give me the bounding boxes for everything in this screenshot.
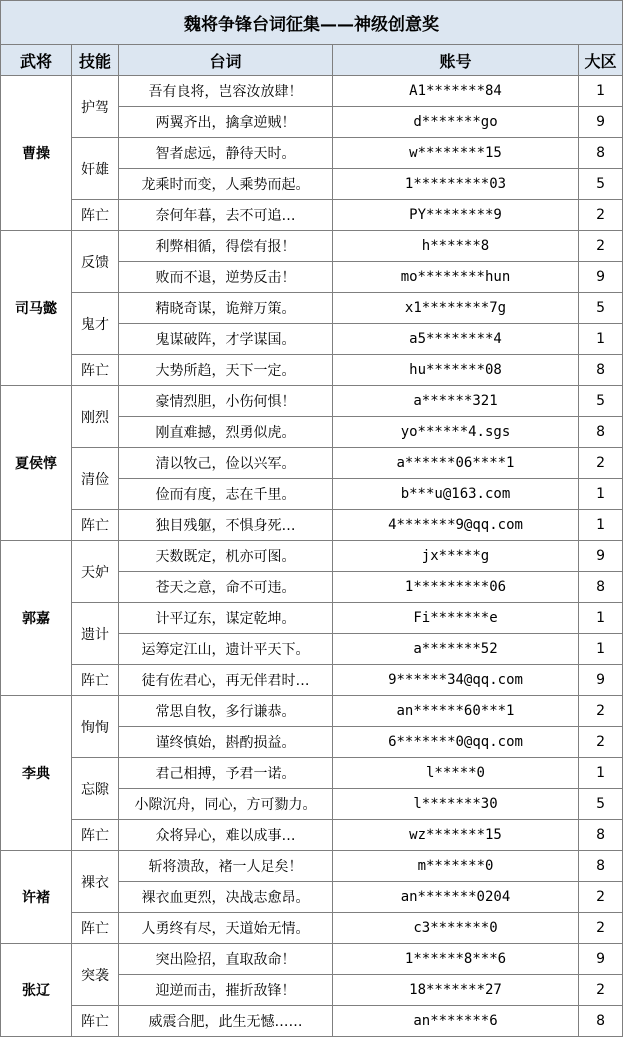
quote-line: 计平辽东，谋定乾坤。 [119, 603, 333, 634]
skill-name: 天妒 [72, 541, 119, 603]
account-id: m*******0 [333, 851, 579, 882]
account-id: a*******52 [333, 634, 579, 665]
skill-name: 裸衣 [72, 851, 119, 913]
region-number: 9 [579, 262, 623, 293]
quote-line: 常思自牧，多行谦恭。 [119, 696, 333, 727]
skill-name: 阵亡 [72, 355, 119, 386]
general-name: 夏侯惇 [1, 386, 72, 541]
account-id: 18*******27 [333, 975, 579, 1006]
quote-line: 龙乘时而变，人乘势而起。 [119, 169, 333, 200]
skill-name: 突袭 [72, 944, 119, 1006]
account-id: wz*******15 [333, 820, 579, 851]
quote-line: 清以牧己，俭以兴军。 [119, 448, 333, 479]
region-number: 8 [579, 355, 623, 386]
quote-line: 迎逆而击，摧折敌锋！ [119, 975, 333, 1006]
account-id: 1******8***6 [333, 944, 579, 975]
region-number: 2 [579, 913, 623, 944]
table-row [1, 851, 623, 882]
table-row [1, 138, 623, 169]
quote-line: 君己相搏，予君一诺。 [119, 758, 333, 789]
region-number: 8 [579, 851, 623, 882]
quote-line: 两翼齐出，擒拿逆贼！ [119, 107, 333, 138]
skill-name: 遗计 [72, 603, 119, 665]
region-number: 2 [579, 882, 623, 913]
account-id: 1*********03 [333, 169, 579, 200]
quote-line: 斩将溃敌，褚一人足矣！ [119, 851, 333, 882]
account-id: l*******30 [333, 789, 579, 820]
account-id: w********15 [333, 138, 579, 169]
table-row [1, 510, 623, 541]
table-row [1, 603, 623, 634]
header-row [1, 45, 623, 76]
region-number: 2 [579, 727, 623, 758]
region-number: 1 [579, 479, 623, 510]
skill-name: 阵亡 [72, 1006, 119, 1037]
skill-name: 鬼才 [72, 293, 119, 355]
quote-line: 威震合肥，此生无憾…… [119, 1006, 333, 1037]
skill-name: 忘隙 [72, 758, 119, 820]
account-id: l*****0 [333, 758, 579, 789]
skill-name: 恂恂 [72, 696, 119, 758]
quote-line: 奈何年暮，去不可追… [119, 200, 333, 231]
region-number: 1 [579, 603, 623, 634]
account-id: 6*******0@qq.com [333, 727, 579, 758]
quote-line: 吾有良将，岂容汝放肆！ [119, 76, 333, 107]
table-row [1, 913, 623, 944]
title-row [1, 1, 623, 45]
quote-line: 突出险招，直取敌命！ [119, 944, 333, 975]
region-number: 2 [579, 200, 623, 231]
region-number: 2 [579, 975, 623, 1006]
region-number: 5 [579, 789, 623, 820]
account-id: PY********9 [333, 200, 579, 231]
quote-line: 人勇终有尽，天道始无情。 [119, 913, 333, 944]
account-id: 9******34@qq.com [333, 665, 579, 696]
general-name: 许褚 [1, 851, 72, 944]
quote-line: 败而不退，逆势反击！ [119, 262, 333, 293]
quote-line: 天数既定，机亦可图。 [119, 541, 333, 572]
account-id: d*******go [333, 107, 579, 138]
region-number: 1 [579, 758, 623, 789]
account-id: h******8 [333, 231, 579, 262]
account-id: b***u@163.com [333, 479, 579, 510]
quote-line: 大势所趋，天下一定。 [119, 355, 333, 386]
header-skill: 技能 [72, 45, 119, 76]
account-id: an******60***1 [333, 696, 579, 727]
account-id: an*******0204 [333, 882, 579, 913]
header-general: 武将 [1, 45, 72, 76]
account-id: a5********4 [333, 324, 579, 355]
region-number: 5 [579, 386, 623, 417]
header-line: 台词 [119, 45, 333, 76]
skill-name: 阵亡 [72, 913, 119, 944]
table-row [1, 293, 623, 324]
table-row [1, 76, 623, 107]
skill-name: 阵亡 [72, 820, 119, 851]
region-number: 5 [579, 169, 623, 200]
skill-name: 奸雄 [72, 138, 119, 200]
skill-name: 清俭 [72, 448, 119, 510]
account-id: an*******6 [333, 1006, 579, 1037]
account-id: 1*********06 [333, 572, 579, 603]
quote-line: 众将异心，难以成事… [119, 820, 333, 851]
account-id: x1********7g [333, 293, 579, 324]
quote-line: 刚直难撼，烈勇似虎。 [119, 417, 333, 448]
region-number: 8 [579, 1006, 623, 1037]
general-name: 郭嘉 [1, 541, 72, 696]
table-row [1, 231, 623, 262]
general-name: 司马懿 [1, 231, 72, 386]
quote-line: 利弊相循，得偿有报！ [119, 231, 333, 262]
region-number: 5 [579, 293, 623, 324]
quote-line: 独目残躯，不惧身死… [119, 510, 333, 541]
account-id: Fi*******e [333, 603, 579, 634]
region-number: 8 [579, 417, 623, 448]
quote-line: 小隙沉舟，同心，方可勠力。 [119, 789, 333, 820]
general-name: 张辽 [1, 944, 72, 1037]
quote-line: 徒有佐君心，再无伴君时… [119, 665, 333, 696]
region-number: 9 [579, 541, 623, 572]
account-id: mo********hun [333, 262, 579, 293]
account-id: 4*******9@qq.com [333, 510, 579, 541]
table-row [1, 355, 623, 386]
general-name: 李典 [1, 696, 72, 851]
account-id: hu*******08 [333, 355, 579, 386]
region-number: 8 [579, 138, 623, 169]
table-row [1, 820, 623, 851]
region-number: 2 [579, 696, 623, 727]
quote-line: 裸衣血更烈，决战志愈昂。 [119, 882, 333, 913]
table-row [1, 665, 623, 696]
table-row [1, 386, 623, 417]
region-number: 9 [579, 107, 623, 138]
region-number: 8 [579, 820, 623, 851]
quote-line: 谨终慎始，斟酌损益。 [119, 727, 333, 758]
skill-name: 反馈 [72, 231, 119, 293]
skill-name: 护驾 [72, 76, 119, 138]
skill-name: 阵亡 [72, 200, 119, 231]
quote-line: 苍天之意，命不可违。 [119, 572, 333, 603]
general-name: 曹操 [1, 76, 72, 231]
table-row [1, 200, 623, 231]
skill-name: 阵亡 [72, 665, 119, 696]
account-id: jx*****g [333, 541, 579, 572]
region-number: 1 [579, 510, 623, 541]
table-row [1, 541, 623, 572]
table-row [1, 758, 623, 789]
region-number: 8 [579, 572, 623, 603]
region-number: 1 [579, 634, 623, 665]
skill-name: 阵亡 [72, 510, 119, 541]
region-number: 1 [579, 76, 623, 107]
quote-line: 鬼谋破阵，才学谋国。 [119, 324, 333, 355]
table-row [1, 1006, 623, 1037]
table-row [1, 696, 623, 727]
quote-line: 精晓奇谋，诡辩万策。 [119, 293, 333, 324]
account-id: c3*******0 [333, 913, 579, 944]
account-id: A1*******84 [333, 76, 579, 107]
table-body [1, 1, 623, 1037]
account-id: yo******4.sgs [333, 417, 579, 448]
quote-line: 智者虑远，静待天时。 [119, 138, 333, 169]
quote-line: 俭而有度，志在千里。 [119, 479, 333, 510]
region-number: 2 [579, 231, 623, 262]
header-region: 大区 [579, 45, 623, 76]
table-row [1, 448, 623, 479]
skill-name: 刚烈 [72, 386, 119, 448]
quote-line: 运筹定江山，遗计平天下。 [119, 634, 333, 665]
region-number: 9 [579, 665, 623, 696]
region-number: 9 [579, 944, 623, 975]
region-number: 1 [579, 324, 623, 355]
quote-line: 豪情烈胆，小伤何惧！ [119, 386, 333, 417]
table-title: 魏将争锋台词征集——神级创意奖 [1, 1, 623, 45]
account-id: a******321 [333, 386, 579, 417]
header-account: 账号 [333, 45, 579, 76]
account-id: a******06****1 [333, 448, 579, 479]
table-row [1, 944, 623, 975]
region-number: 2 [579, 448, 623, 479]
